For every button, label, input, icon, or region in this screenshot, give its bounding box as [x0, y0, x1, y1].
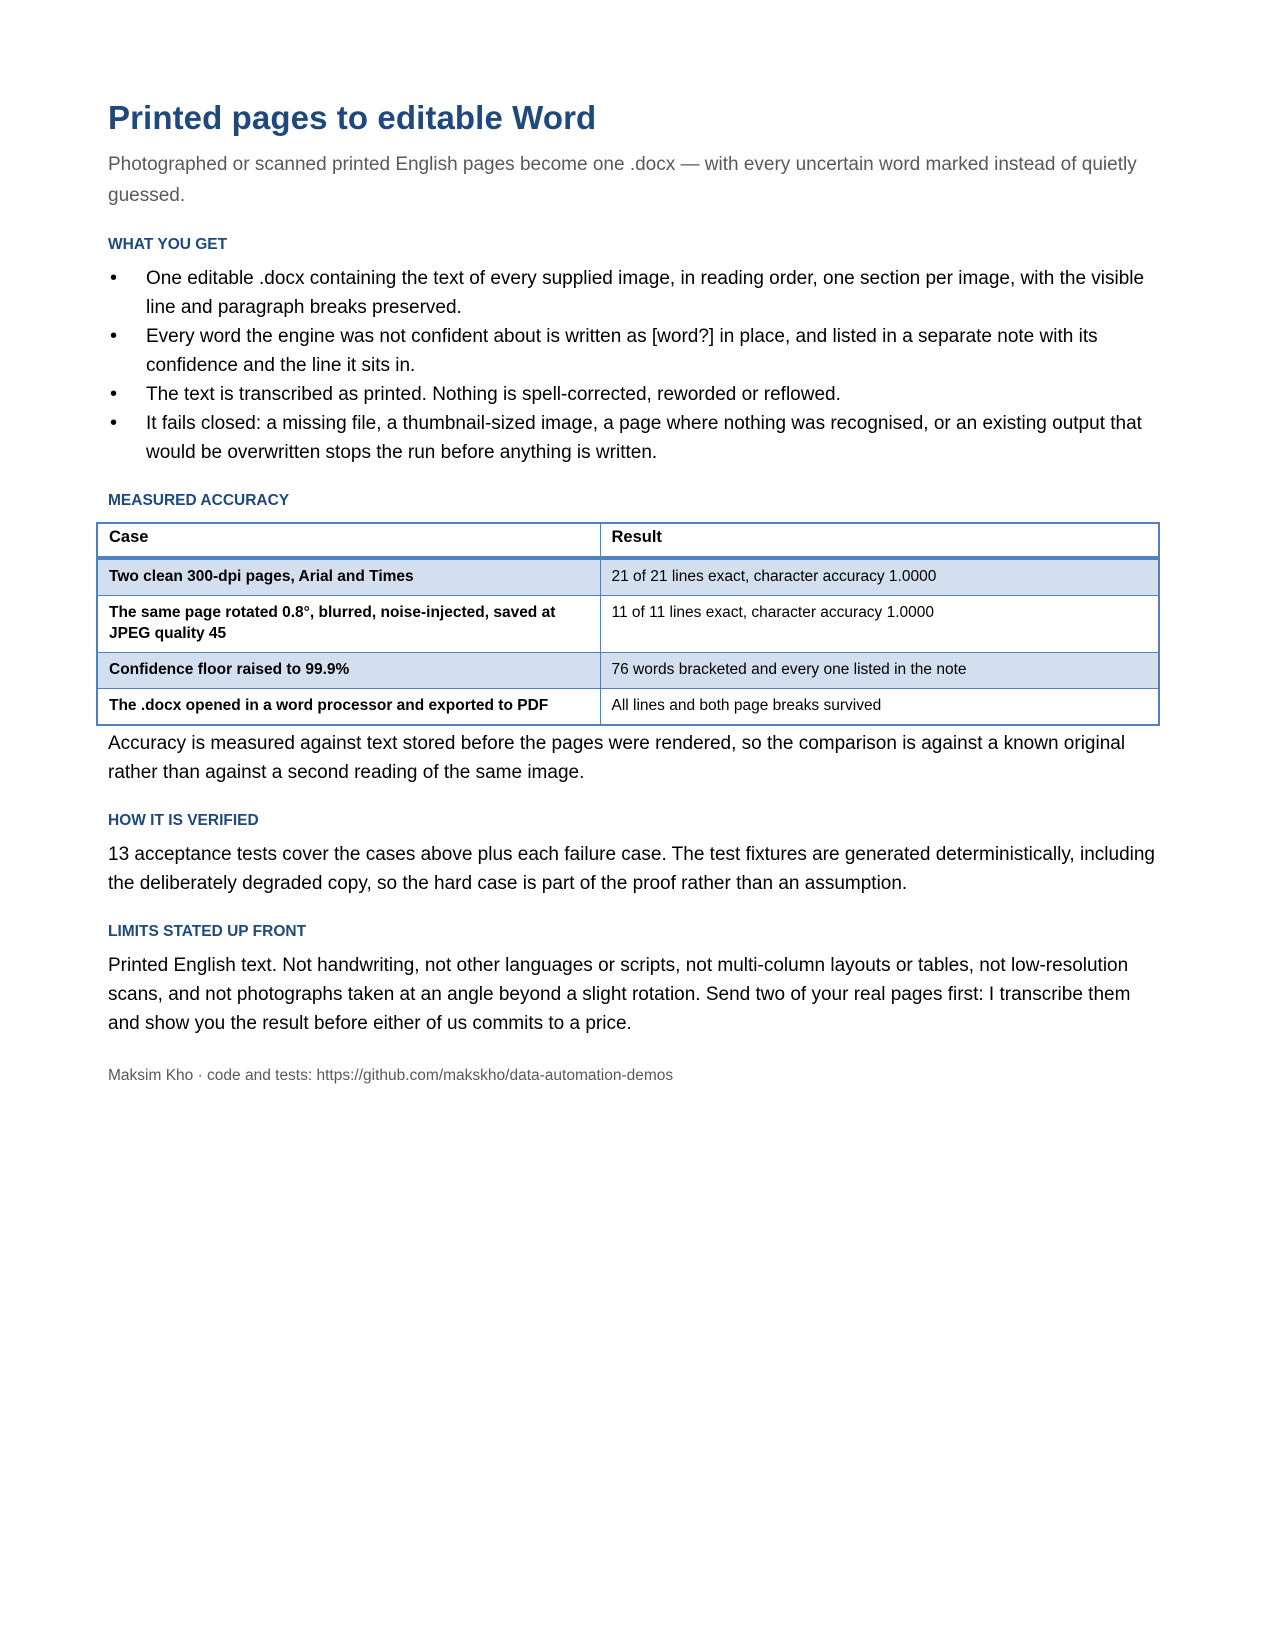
table-header-row [97, 523, 1159, 558]
table-row [97, 558, 1159, 596]
list-item-text: One editable .docx containing the text of every supplied image, in reading order, one section per image, with the visible line and paragraph breaks preserved. [146, 268, 1145, 318]
bullet-icon: • [110, 325, 118, 347]
section-heading-limits: LIMITS STATED UP FRONT [108, 923, 307, 940]
accuracy-note: Accuracy is measured against text stored before the pages were rendered, so the comparison is against a known original rather than against a second reading of the same image. [108, 733, 1126, 783]
table-cell-case: The same page rotated 0.8°, blurred, noise-injected, saved at JPEG quality 45 [97, 596, 600, 653]
table-row [97, 596, 1159, 653]
list-item [108, 409, 1167, 467]
table-cell-result: 21 of 21 lines exact, character accuracy 1.0000 [600, 558, 1159, 596]
list-item-text: The text is transcribed as printed. Nothing is spell-corrected, reworded or reflowed. [146, 384, 841, 405]
list-item [108, 380, 1167, 409]
list-item [108, 264, 1167, 322]
table-cell-result: 76 words bracketed and every one listed in the note [600, 653, 1159, 689]
table-cell-case: The .docx opened in a word processor and exported to PDF [97, 689, 600, 726]
limits-text: Printed English text. Not handwriting, not other languages or scripts, not multi-column layouts or tables, not low-resolution scans, and not photographs taken at an angle beyond a slight rotation. Send two of your real pages first: I transcribe them and show you the result before either of us commits to a price. [108, 955, 1131, 1034]
section-heading-what-you-get: WHAT YOU GET [108, 236, 228, 253]
table-cell-result: All lines and both page breaks survived [600, 689, 1159, 726]
list-item-text: Every word the engine was not confident about is written as [word?] in place, and listed in a separate note with its confidence and the line it sits in. [146, 326, 1098, 376]
accuracy-table [96, 522, 1160, 726]
document-title: Printed pages to editable Word [108, 99, 597, 136]
bullet-icon: • [110, 412, 118, 434]
bullet-icon: • [110, 267, 118, 289]
section-heading-measured-accuracy: MEASURED ACCURACY [108, 492, 290, 509]
footer-text: Maksim Kho · code and tests: https://github.com/makskho/data-automation-demos [108, 1067, 674, 1084]
list-item [108, 322, 1167, 380]
column-header-result: Result [600, 523, 1159, 558]
what-you-get-list [108, 264, 1167, 467]
table-cell-case: Confidence floor raised to 99.9% [97, 653, 600, 689]
how-verified-text: 13 acceptance tests cover the cases above plus each failure case. The test fixtures are generated deterministically, including the deliberately degraded copy, so the hard case is part of the proof rather than an assumption. [108, 844, 1155, 894]
column-header-case: Case [97, 523, 600, 558]
bullet-icon: • [110, 383, 118, 405]
list-item-text: It fails closed: a missing file, a thumbnail-sized image, a page where nothing was recognised, or an existing output that would be overwritten stops the run before anything is written. [146, 413, 1142, 463]
table-cell-result: 11 of 11 lines exact, character accuracy 1.0000 [600, 596, 1159, 653]
table-row [97, 689, 1159, 726]
table-row [97, 653, 1159, 689]
document-subtitle: Photographed or scanned printed English pages become one .docx — with every uncertain word marked instead of quietly guessed. [108, 154, 1137, 206]
table-cell-case: Two clean 300-dpi pages, Arial and Times [97, 558, 600, 596]
section-heading-how-verified: HOW IT IS VERIFIED [108, 812, 259, 829]
